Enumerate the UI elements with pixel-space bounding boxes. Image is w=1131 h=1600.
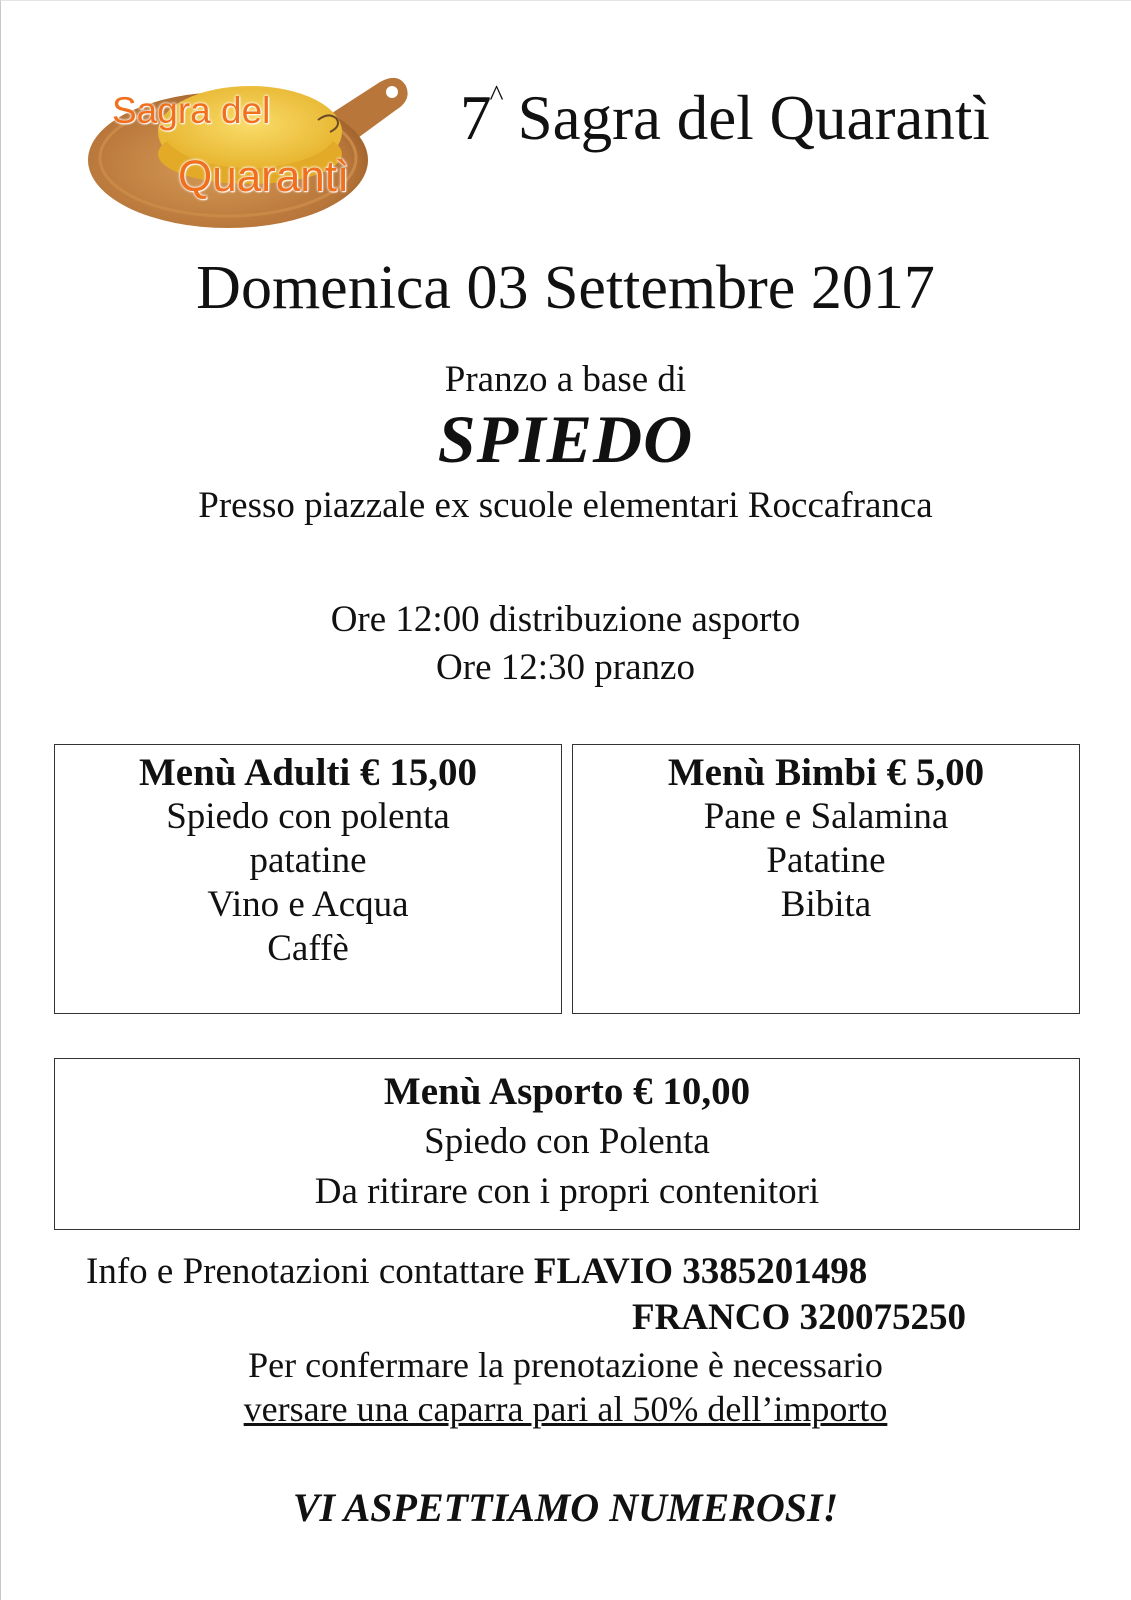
event-intro: Pranzo a base di — [444, 359, 687, 400]
event-location: Presso piazzale ex scuole elementari Roccafranca — [198, 485, 933, 526]
menu-adulti-title: Menù Adulti € 15,00 — [138, 751, 478, 794]
contact-prefix: Info e Prenotazioni contattare — [86, 1251, 525, 1292]
menu-bimbi-item: Pane e Salamina — [703, 796, 949, 837]
contact-flavio: FLAVIO 3385201498 — [533, 1251, 868, 1292]
menu-bimbi-item: Patatine — [766, 840, 886, 881]
menu-asporto-title: Menù Asporto € 10,00 — [383, 1070, 751, 1113]
menu-adulti-item: Spiedo con polenta — [166, 796, 450, 837]
notice-line-1: Per confermare la prenotazione è necessario — [248, 1345, 883, 1385]
event-dish: SPIEDO — [437, 401, 694, 477]
time-pranzo: Ore 12:30 pranzo — [436, 647, 695, 688]
cheese-board-icon — [80, 62, 420, 232]
page-title — [460, 79, 990, 155]
time-asporto: Ore 12:00 distribuzione asporto — [330, 599, 801, 640]
notice-line-2 — [0, 1388, 1131, 1430]
title-text: Sagra del Quarantì — [517, 83, 990, 153]
contact-franco: FRANCO 320075250 — [632, 1297, 967, 1338]
menu-bimbi-title: Menù Bimbi € 5,00 — [667, 751, 985, 794]
closing-message: VI ASPETTIAMO NUMEROSI! — [292, 1485, 839, 1530]
sagra-logo — [80, 62, 420, 232]
menu-adulti-item: patatine — [249, 840, 367, 881]
menu-asporto-item: Spiedo con Polenta — [424, 1121, 710, 1162]
edition-superscript: ^ — [489, 79, 504, 112]
menu-asporto-item: Da ritirare con i propri contenitori — [314, 1171, 820, 1212]
menu-adulti-item: Caffè — [267, 928, 349, 969]
event-date: Domenica 03 Settembre 2017 — [196, 254, 935, 322]
logo-text-quaranti: Quarantì — [178, 152, 350, 201]
menu-bimbi-item: Bibita — [780, 884, 872, 925]
contact-info — [86, 1250, 867, 1293]
menu-asporto-box — [54, 1058, 1080, 1230]
menu-adulti-box — [54, 744, 562, 1014]
menu-adulti-item: Vino e Acqua — [207, 884, 409, 925]
notice-line-2-text: versare una caparra pari al 50% dell’importo — [243, 1389, 888, 1429]
logo-text-sagra: Sagra del — [112, 90, 271, 131]
edition-number: 7 — [460, 83, 492, 153]
menu-bimbi-box — [572, 744, 1080, 1014]
